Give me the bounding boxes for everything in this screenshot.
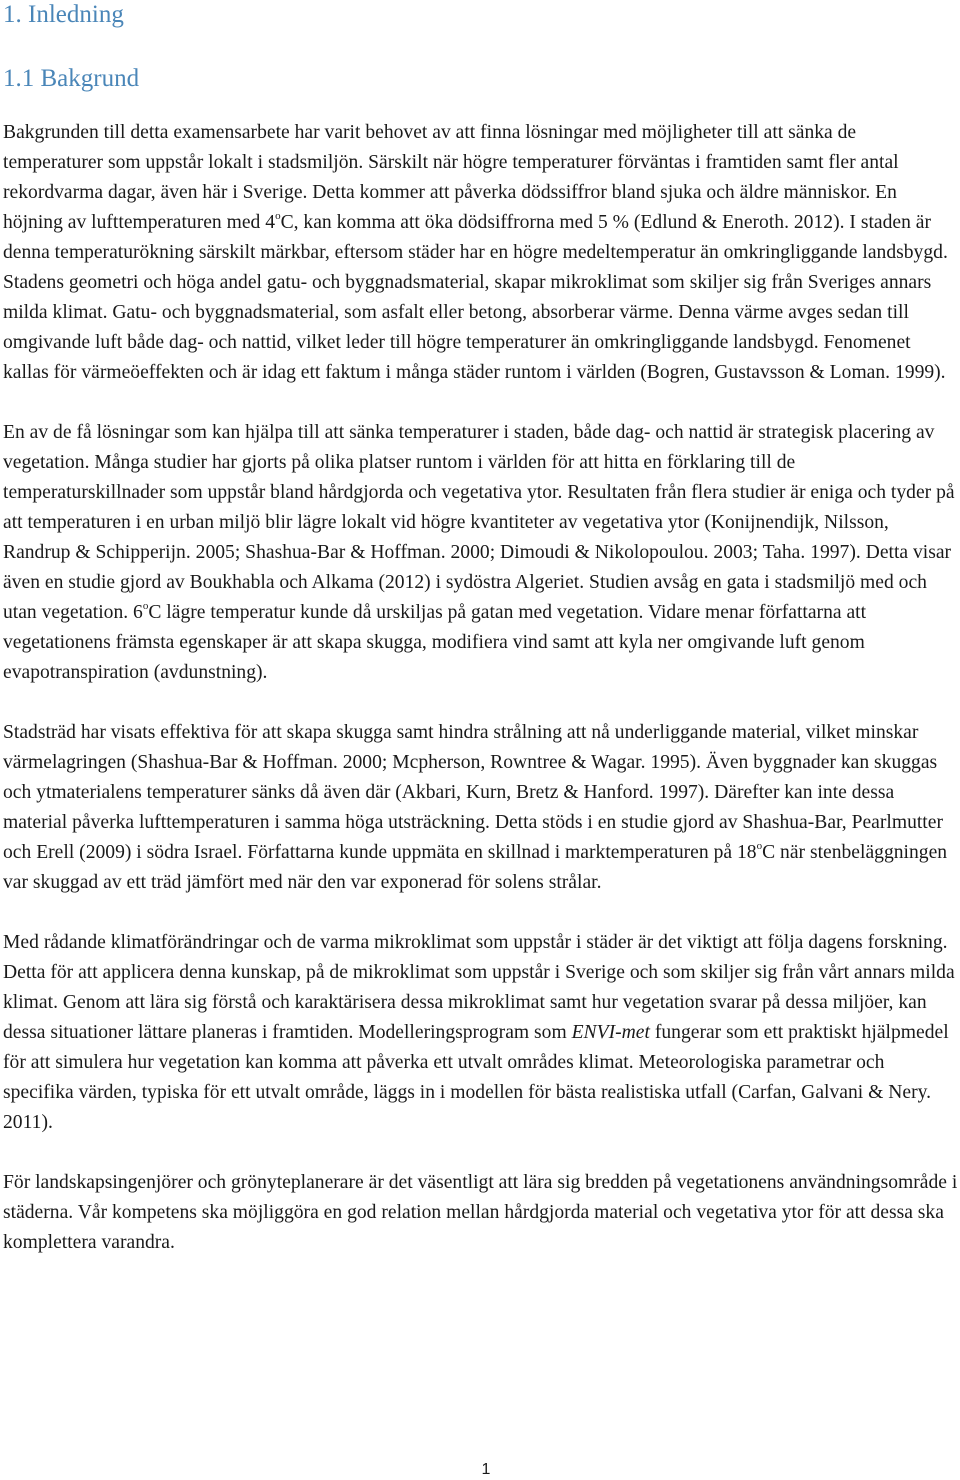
paragraph-3-text-a: Stadsträd har visats effektiva för att skapa skugga samt hindra strålning att nå underliggande material, vilket minskar värmelagringen (Shashua-Bar & Hoffman. 2000; Mcpherson, Rowntree & Wagar. 1995). Även byggnader kan skuggas och ytmaterialens temperaturer sänks då även där (Akbari, Kurn, Bretz & Hanford. 1997). Därefter kan inte dessa material påverka lufttemperaturen i samma höga utsträckning. Detta stöds i en studie gjord av Shashua-Bar, Pearlmutter och Erell (2009) i södra Israel. Författarna kunde uppmäta en skillnad i marktemperaturen på 18 [3,722,943,863]
degree-superscript: o [275,210,281,223]
paragraph-4-text-a: Med rådande klimatförändringar och de varma mikroklimat som uppstår i städer är det viktigt att följa dagens forskning. Detta för att applicera denna kunskap, på de mikroklimat som uppstår i Sverige och som skiljer sig från vårt annars milda klimat. Genom att lära sig förstå och karaktärisera dessa mikroklimat samt hur vegetation svarar på dessa miljöer, kan dessa situationer lättare planeras i framtiden. Modelleringsprogram som [3,932,955,1043]
page-number: 1 [481,1461,491,1478]
paragraph-1-text-b: C, kan komma att öka dödsiffrorna med 5 % (Edlund & Eneroth. 2012). I staden är denna temperaturökning särskilt märkbar, eftersom städer har en högre medeltemperatur än omkringliggande landsbygd. Stadens geometri och höga andel gatu- och byggnadsmaterial, skapar mikroklimat som skiljer sig från Sveriges annars milda klimat. Gatu- och byggnadsmaterial, som asfalt eller betong, absorberar värme. Denna värme avges sedan till omgivande luft både dag- och nattid, vilket leder till högre temperaturer än omkringliggande landsbygd. Fenomenet kallas för värmeöeffekten och är idag ett faktum i många städer runtom i världen (Bogren, Gustavsson & Loman. 1999). [3,212,948,383]
degree-superscript: o [756,840,763,853]
paragraph-5: För landskapsingenjörer och grönyteplanerare är det väsentligt att lära sig bredden på vegetationens användningsområde i städerna. Vår kompetens ska möjliggöra en god relation mellan hårdgjorda material och vegetativa ytor för att dessa ska komplettera varandra. [3,1172,958,1253]
paragraph-4-text-b: fungerar som ett praktiskt hjälpmedel för att simulera hur vegetation kan komma att påverka ett utvalt områdes klimat. Meteorologiska parametrar och specifika värden, typiska för ett utvalt område, läggs in i modellen för bästa realistiska utfall (Carfan, Galvani & Nery. 2011). [3,1022,949,1133]
degree-superscript: o [142,600,149,613]
paragraph-1-text-a: Bakgrunden till detta examensarbete har varit behovet av att finna lösningar med möjligheter till att sänka de temperaturer som uppstår lokalt i stadsmiljön. Särskilt när högre temperaturer förväntas i framtiden samt fler antal rekordvarma dagar, även här i Sverige. Detta kommer att påverka dödssiffror bland sjuka och äldre människor. En höjning av lufttemperaturen med 4 [3,122,899,233]
body-text [3,118,959,1258]
paragraph-2 [3,418,959,688]
chapter-heading: 1. Inledning [3,1,124,28]
paragraph-1 [3,118,959,388]
paragraph-3-text-b: C när stenbeläggningen var skuggad av ett träd jämfört med när den var exponerad för solens strålar. [3,842,948,893]
section-heading: 1.1 Bakgrund [3,65,140,92]
paragraph-2-text-b: C lägre temperatur kunde då urskiljas på gatan med vegetation. Vidare menar författarna att vegetationens främsta egenskaper är att skapa skugga, modifiera vind samt att kyla ner omgivande luft genom evapotranspiration (avdunstning). [3,602,867,683]
paragraph-3 [3,718,959,898]
software-name: ENVI-met [571,1022,650,1043]
paragraph-2-text-a: En av de få lösningar som kan hjälpa till att sänka temperaturer i staden, både dag- och nattid är strategisk placering av vegetation. Många studier har gjorts på olika platser runtom i världen för att hitta en förklaring till de temperaturskillnader som uppstår bland hårdgjorda och vegetativa ytor. Resultaten från flera studier är eniga och tyder på att temperaturen i en urban miljö blir lägre lokalt vid högre kvantiteter av vegetativa ytor (Konijnendijk, Nilsson, Randrup & Schipperijn. 2005; Shashua-Bar & Hoffman. 2000; Dimoudi & Nikolopoulou. 2003; Taha. 1997). Detta visar även en studie gjord av Boukhabla och Alkama (2012) i sydöstra Algeriet. Studien avsåg en gata i stadsmiljö med och utan vegetation. 6 [3,422,955,623]
paragraph-4 [3,928,959,1138]
